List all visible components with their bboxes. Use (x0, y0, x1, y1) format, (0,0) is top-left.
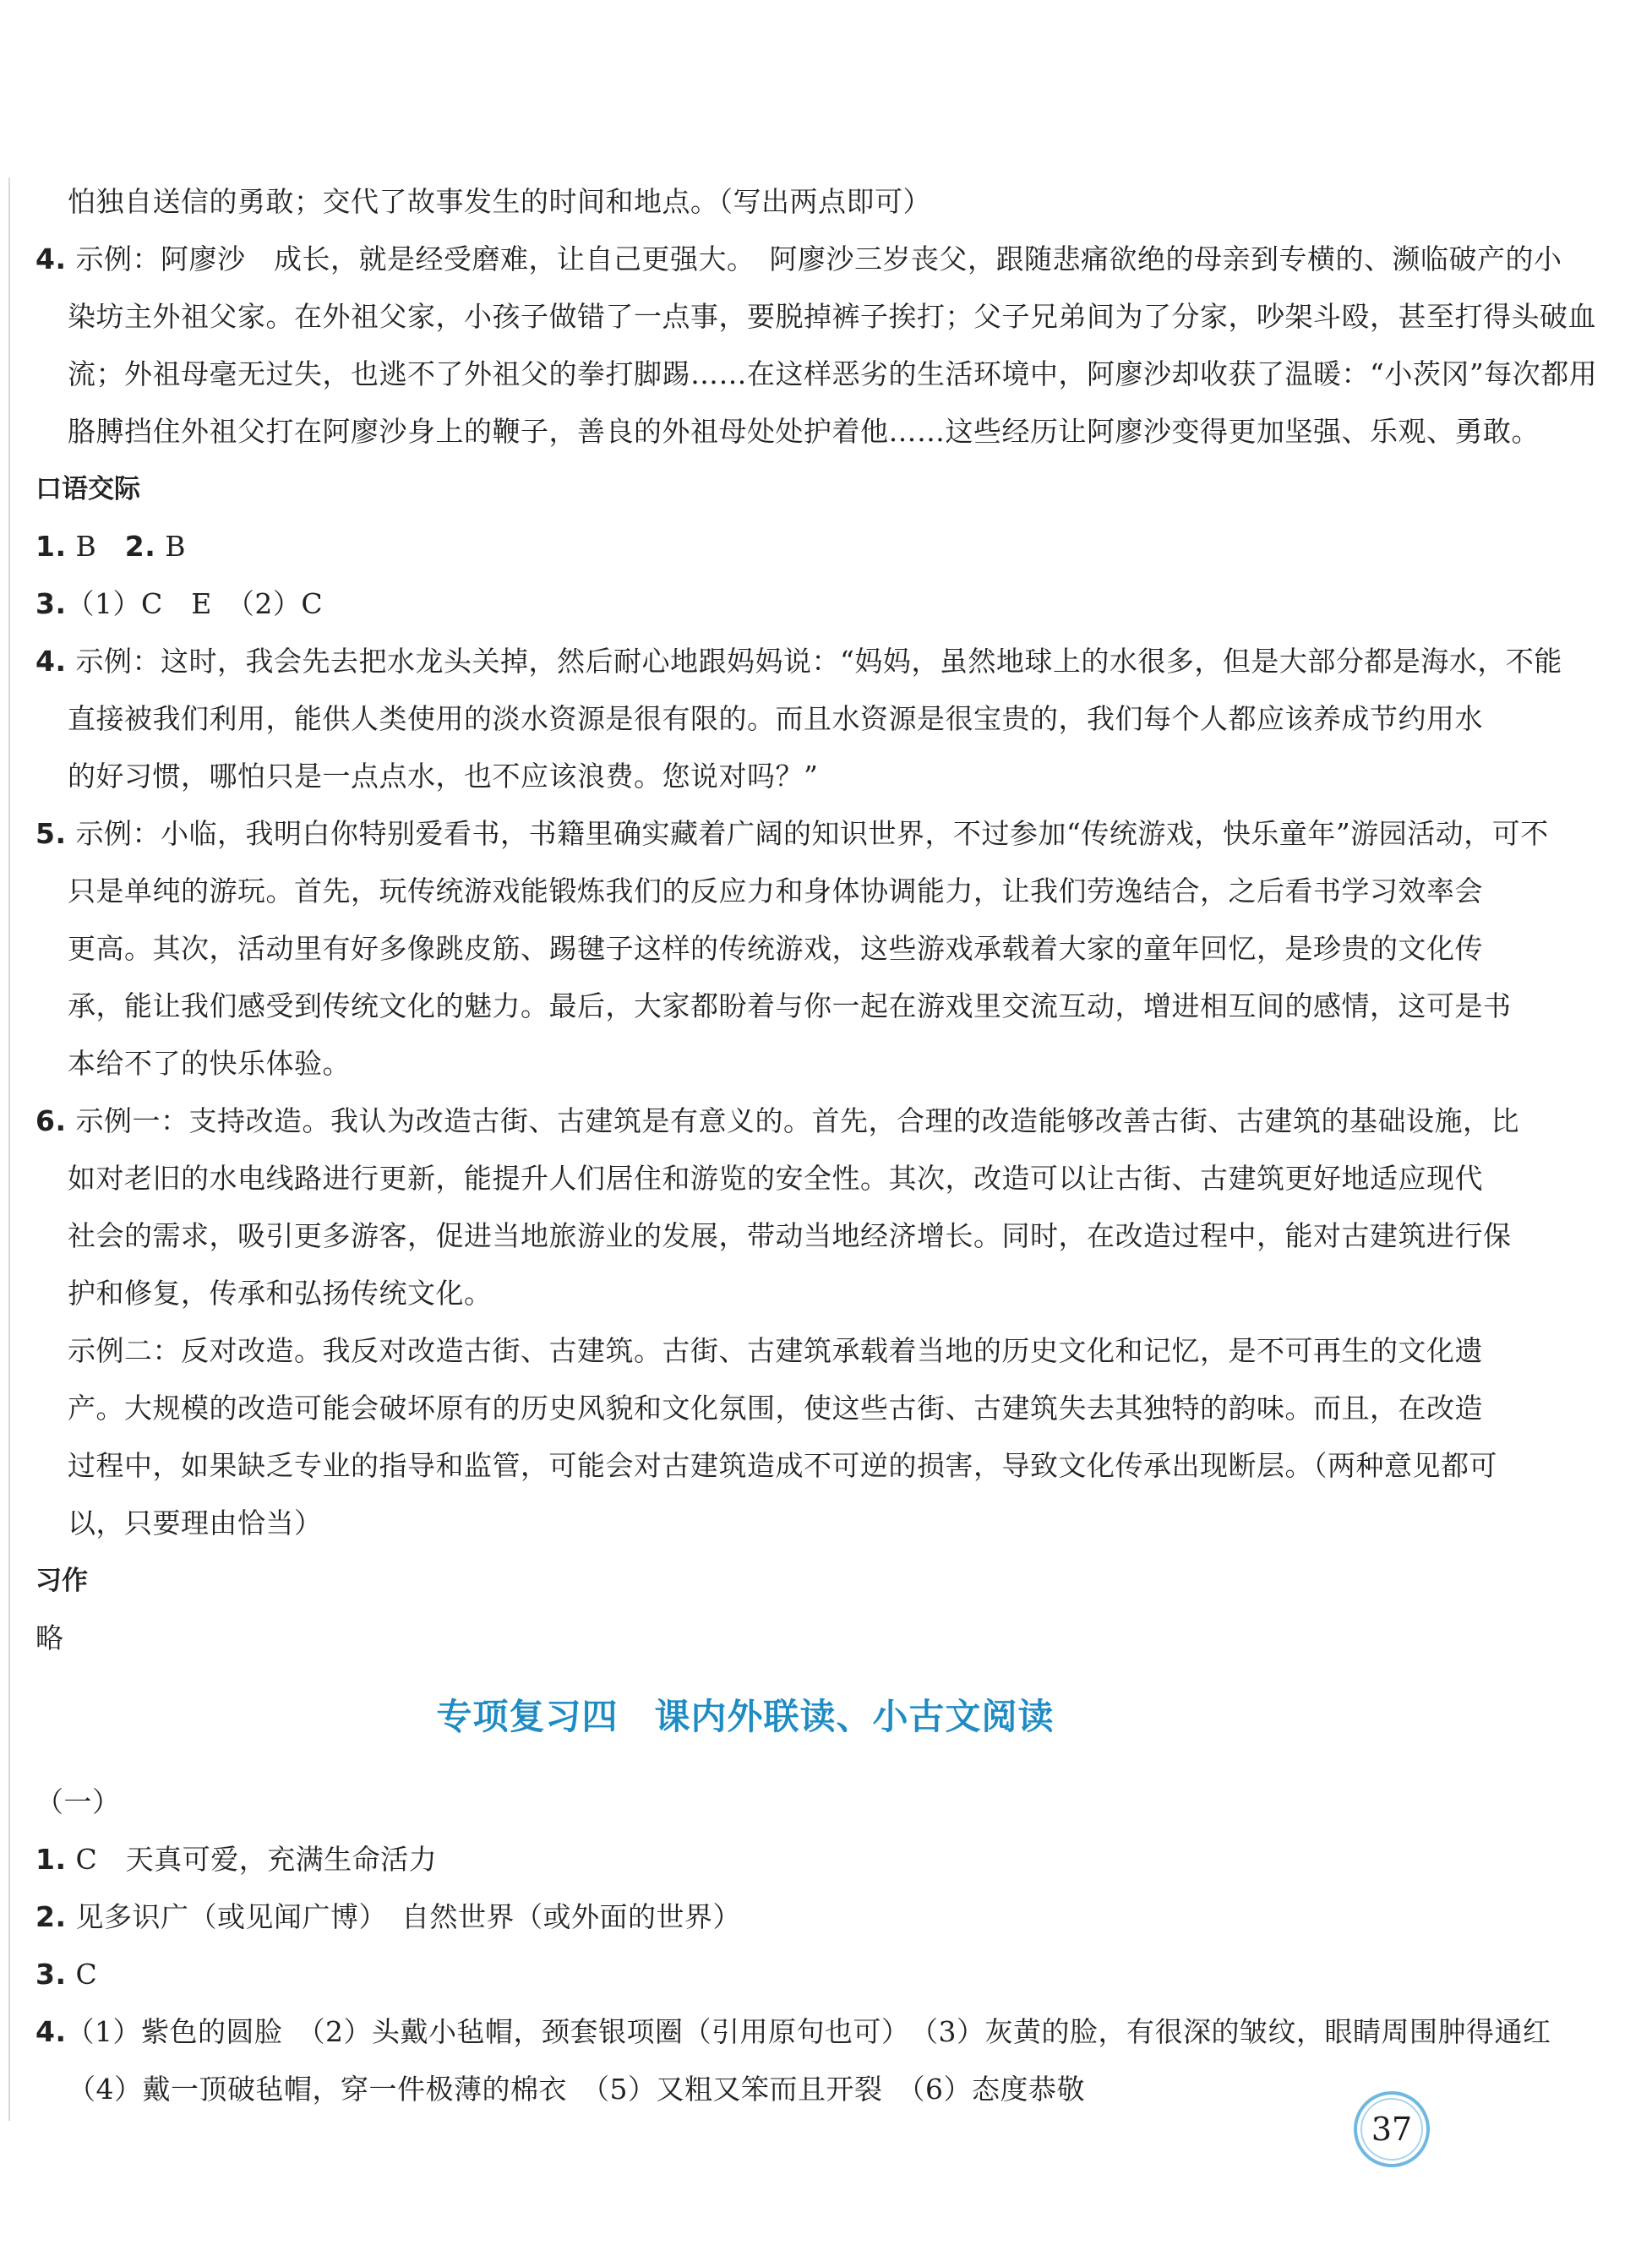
text-line: 社会的需求，吸引更多游客，促进当地旅游业的发展，带动当地经济增长。同时，在改造过程中，能对古建筑进行保 (68, 1219, 1512, 1252)
text-line: 直接被我们利用，能供人类使用的淡水资源是很有限的。而且水资源是很宝贵的，我们每个人都应该养成节约用水 (68, 702, 1483, 735)
question-4-line: 4.（1）紫色的圆脸 （2）头戴小毡帽，颈套银项圈（引用原句也可） （3）灰黄的脸，有很深的皱纹，眼睛周围肿得通红 (35, 2015, 1551, 2048)
text-line: 示例二：反对改造。我反对改造古街、古建筑。古街、古建筑承载着当地的历史文化和记忆，是不可再生的文化遗 (68, 1334, 1483, 1367)
text-line: 产。大规模的改造可能会破坏原有的历史风貌和文化氛围，使这些古街、古建筑失去其独特的韵味。而且，在改造 (68, 1392, 1483, 1425)
section-label-oral: 口语交际 (35, 474, 140, 504)
text-line: 流；外祖母毫无过失，也逃不了外祖父的拳打脚踢……在这样恶劣的生活环境中，阿廖沙却收获了温暖：“小茨冈”每次都用 (68, 357, 1598, 390)
question-1-line: 1. C 天真可爱，充满生命活力 (35, 1843, 438, 1876)
section-heading: 专项复习四 课内外联读、小古文阅读 (436, 1696, 1055, 1737)
text-line: 过程中，如果缺乏专业的指导和监管，可能会对古建筑造成不可逆的损害，导致文化传承出现断层。（两种意见都可 (68, 1449, 1497, 1482)
question-4-line: 4. 示例：这时，我会先去把水龙头关掉，然后耐心地跟妈妈说：“妈妈，虽然地球上的水很多，但是大部分都是海水，不能 (35, 645, 1562, 678)
question-1-2-line: 1. B 2. B (35, 530, 186, 563)
page-number-badge (1354, 2091, 1430, 2167)
text-line: 如对老旧的水电线路进行更新，能提升人们居住和游览的安全性。其次，改造可以让古街、古建筑更好地适应现代 (68, 1162, 1483, 1195)
document-body (35, 173, 1598, 2118)
question-4-line: 4. 示例：阿廖沙 成长，就是经受磨难，让自己更强大。 阿廖沙三岁丧父，跟随悲痛欲绝的母亲到专横的、濒临破产的小 (35, 242, 1562, 275)
text-line: 染坊主外祖父家。在外祖父家，小孩子做错了一点事，要脱掉裤子挨打；父子兄弟间为了分家，吵架斗殴，甚至打得头破血 (68, 300, 1596, 333)
text-line: 的好习惯，哪怕只是一点点水，也不应该浪费。您说对吗？” (68, 760, 819, 793)
text-line: 略 (35, 1621, 64, 1654)
question-2-line: 2. 见多识广（或见闻广博） 自然世界（或外面的世界） (35, 1900, 741, 1933)
page-edge (8, 177, 10, 2121)
text-line: 以，只要理由恰当） (68, 1507, 323, 1539)
text-line: 本给不了的快乐体验。 (68, 1047, 351, 1080)
question-6-line: 6. 示例一：支持改造。我认为改造古街、古建筑是有意义的。首先，合理的改造能够改善古街、古建筑的基础设施，比 (35, 1104, 1519, 1137)
text-line: 怕独自送信的勇敢；交代了故事发生的时间和地点。（写出两点即可） (68, 185, 931, 218)
question-5-line: 5. 示例：小临，我明白你特别爱看书，书籍里确实藏着广阔的知识世界，不过参加“传统游戏，快乐童年”游园活动，可不 (35, 817, 1549, 850)
part-label: （一） (35, 1785, 121, 1818)
section-label-writing: 习作 (35, 1566, 88, 1596)
text-line: 承，能让我们感受到传统文化的魅力。最后，大家都盼着与你一起在游戏里交流互动，增进相互间的感情，这可是书 (68, 989, 1512, 1022)
text-line: 只是单纯的游玩。首先，玩传统游戏能锻炼我们的反应力和身体协调能力，让我们劳逸结合，之后看书学习效率会 (68, 875, 1483, 907)
question-3-line: 3.（1）C E （2）C (35, 587, 324, 620)
text-line: 护和修复，传承和弘扬传统文化。 (68, 1277, 493, 1310)
text-line: 更高。其次，活动里有好多像跳皮筋、踢毽子这样的传统游戏，这些游戏承载着大家的童年回忆，是珍贵的文化传 (68, 932, 1483, 965)
question-3-line: 3. C (35, 1958, 98, 1991)
text-line: （4）戴一顶破毡帽，穿一件极薄的棉衣 （5）又粗又笨而且开裂 （6）态度恭敬 (68, 2073, 1085, 2106)
text-line: 胳膊挡住外祖父打在阿廖沙身上的鞭子，善良的外祖母处处护着他……这些经历让阿廖沙变得更加坚强、乐观、勇敢。 (68, 415, 1540, 448)
page-number: 37 (1360, 2098, 1423, 2161)
